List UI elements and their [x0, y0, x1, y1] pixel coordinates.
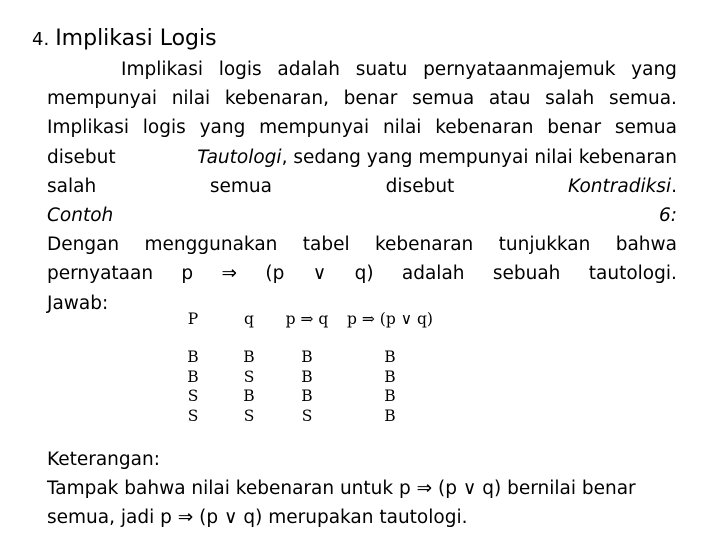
- word: disebut: [385, 175, 455, 197]
- paragraph-line-6: [47, 201, 677, 230]
- note-line-2: semua, jadi p ⇒ (p ∨ q) merupakan tautologi.: [47, 507, 468, 529]
- note-section: [47, 445, 636, 533]
- word: logis: [218, 59, 262, 80]
- table-cell: B: [187, 367, 199, 386]
- table-row: [165, 407, 443, 427]
- example-label: Contoh: [47, 204, 114, 226]
- word: pernyataan: [47, 263, 154, 285]
- table-cell: B: [301, 387, 313, 405]
- period: .: [671, 175, 677, 197]
- note-line-1: Tampak bahwa nilai kebenaran untuk p ⇒ (p ∨ q) bernilai benar: [47, 478, 636, 500]
- word: tunjukkan: [498, 234, 591, 256]
- word: benar: [343, 88, 398, 110]
- word: semua.: [608, 88, 677, 110]
- word: adalah: [401, 263, 465, 285]
- table-cell: B: [384, 367, 396, 386]
- word: q): [354, 263, 374, 285]
- word: adalah: [277, 59, 340, 80]
- word: semua: [209, 175, 272, 197]
- word: disebut: [47, 146, 116, 168]
- example-number: 6:: [658, 204, 677, 226]
- table-cell: S: [243, 367, 255, 386]
- word: menggunakan: [144, 234, 278, 256]
- paragraph-line-4: [47, 143, 677, 172]
- table-cell: B: [301, 367, 313, 386]
- table-row: [165, 368, 443, 388]
- word: suatu: [355, 59, 408, 80]
- word: kebenaran: [435, 117, 534, 139]
- word: mempunyai: [47, 88, 158, 110]
- word: atau: [488, 88, 531, 110]
- word: logis: [142, 117, 186, 139]
- word: tabel: [302, 234, 350, 256]
- paragraph-line-8: [47, 259, 677, 288]
- word: sebuah: [492, 263, 561, 285]
- truth-table-header-row: [165, 306, 443, 334]
- word: kebenaran: [374, 234, 474, 256]
- word: (p: [265, 263, 285, 285]
- word: bahwa: [615, 234, 677, 256]
- note-label: Keterangan:: [47, 449, 160, 470]
- line-remainder: , sedang yang mempunyai nilai kebenaran: [281, 146, 677, 168]
- answer-label: Jawab:: [47, 292, 109, 314]
- paragraph-line-1: [47, 55, 677, 84]
- column-header-p-implies-q: p ⇒ q: [285, 310, 329, 328]
- paragraph-line-7: [47, 230, 677, 259]
- column-header-p: P: [187, 310, 199, 328]
- section-heading: [32, 26, 217, 51]
- explanation-paragraph: [47, 55, 677, 318]
- word: nilai: [171, 88, 211, 110]
- table-cell: B: [384, 406, 396, 425]
- table-cell: B: [187, 348, 199, 366]
- contradiction-term-group: [568, 172, 677, 201]
- word: salah: [47, 175, 97, 197]
- table-cell: S: [301, 406, 313, 425]
- table-row: [165, 387, 443, 407]
- word: Dengan: [47, 234, 120, 256]
- word: benar: [547, 117, 602, 139]
- paragraph-line-3: [47, 113, 677, 142]
- word: p: [181, 263, 194, 285]
- tautology-term-group: [197, 143, 677, 172]
- or-symbol: ∨: [312, 263, 327, 285]
- section-title: Implikasi Logis: [55, 26, 217, 51]
- word: mempunyai: [259, 117, 370, 139]
- word: pernyataanmajemuk: [423, 59, 616, 80]
- word: salah: [545, 88, 595, 110]
- table-cell: S: [243, 406, 255, 425]
- word: Implikasi: [47, 117, 130, 139]
- word: kebenaran,: [224, 88, 329, 110]
- table-cell: B: [384, 348, 396, 366]
- contradiction-term: Kontradiksi: [568, 175, 672, 197]
- word: semua: [614, 117, 677, 139]
- word: Implikasi: [121, 59, 204, 80]
- paragraph-line-2: [47, 84, 677, 113]
- word: yang: [199, 117, 246, 139]
- table-cell: S: [187, 387, 199, 405]
- table-cell: B: [243, 387, 255, 405]
- section-number: 4.: [32, 29, 50, 50]
- truth-table: [165, 306, 443, 426]
- word: tautologi.: [588, 263, 677, 285]
- tautology-term: Tautologi: [197, 146, 282, 168]
- word: semua: [412, 88, 475, 110]
- implies-symbol: ⇒: [221, 263, 238, 285]
- word: yang: [631, 59, 677, 80]
- table-cell: S: [187, 406, 199, 425]
- table-row: [165, 334, 443, 368]
- word: nilai: [382, 117, 422, 139]
- table-cell: B: [384, 387, 396, 405]
- paragraph-line-5: [47, 172, 677, 201]
- table-cell: B: [301, 348, 313, 366]
- column-header-p-implies-p-or-q: p ⇒ (p ∨ q): [347, 310, 433, 328]
- table-cell: B: [243, 348, 255, 366]
- column-header-q: q: [244, 310, 254, 328]
